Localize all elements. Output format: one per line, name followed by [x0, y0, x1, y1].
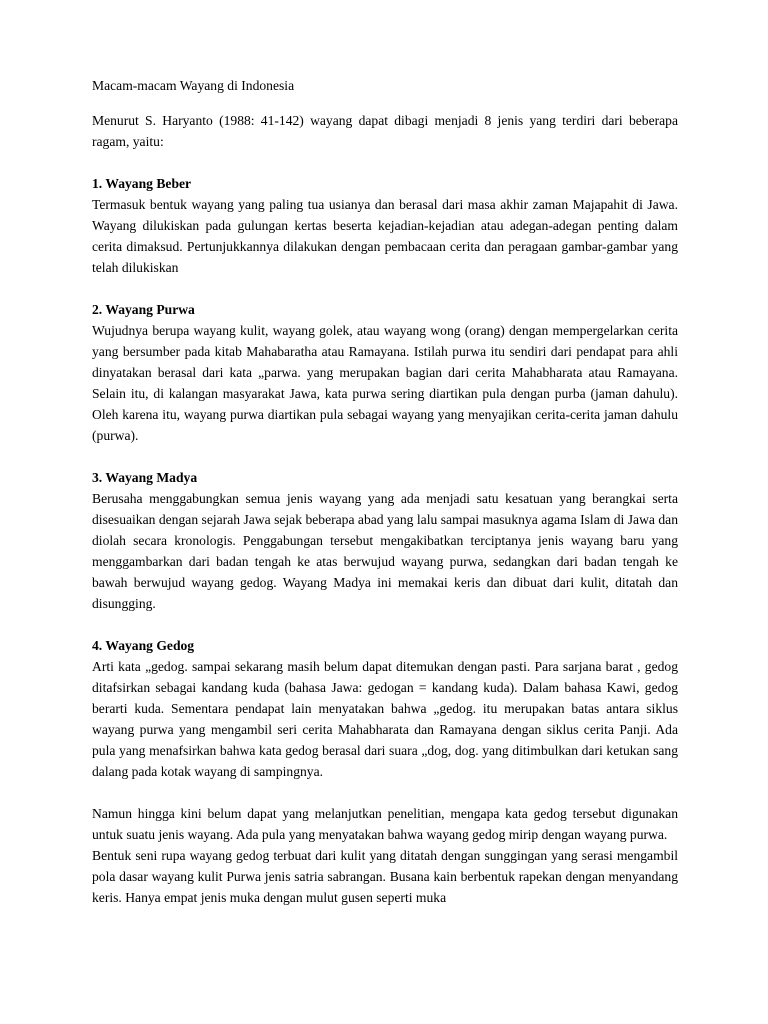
section-heading-wayang-purwa: 2. Wayang Purwa [92, 302, 195, 317]
paragraph-gap [92, 782, 678, 803]
document-title: Macam-macam Wayang di Indonesia [92, 78, 295, 93]
section-heading-wayang-beber: 1. Wayang Beber [92, 176, 192, 191]
closing-paragraph-2: Bentuk seni rupa wayang gedog terbuat dari kulit yang ditatah dengan sunggingan yang serasi mengambil pola dasar wayang kulit Purwa jenis satria sabrangan. Busana kain berbentuk rapekan dengan menyandang keris. Hanya empat jenis muka dengan mulut gusen seperti muka [92, 848, 678, 905]
paragraph-gap [92, 278, 678, 299]
section-body-wayang-beber: Termasuk bentuk wayang yang paling tua usianya dan berasal dari masa akhir zaman Majapahit di Jawa. Wayang dilukiskan pada gulungan kertas beserta kejadian-kejadian atau adegan-adegan penting dalam cerita dimaksud. Pertunjukkannya dilakukan dengan pembacaan cerita dan peragaan gambar-gambar yang telah dilukiskan [92, 197, 678, 275]
section-body-wayang-gedog: Arti kata „gedog. sampai sekarang masih belum dapat ditemukan dengan pasti. Para sarjana barat , gedog ditafsirkan sebagai kandang kuda (bahasa Jawa: gedogan = kandang kuda). Dalam bahasa Kawi, gedog berarti kuda. Sementara pendapat lain menyatakan bahwa „gedog. itu merupakan batas antara siklus wayang purwa yang mengambil seri cerita Mahabharata dan Ramayana dengan siklus cerita Panji. Ada pula yang menafsirkan bahwa kata gedog berasal dari suara „dog, dog. yang ditimbulkan dari ketukan sang dalang pada kotak wayang di sampingnya. [92, 659, 678, 779]
section-body-wayang-madya: Berusaha menggabungkan semua jenis wayang yang ada menjadi satu kesatuan yang berangkai serta disesuaikan dengan sejarah Jawa sejak beberapa abad yang lalu sampai masuknya agama Islam di Jawa dan diolah secara kronologis. Penggabungan tersebut mengakibatkan terciptanya jenis wayang baru yang menggambarkan dari badan tengah ke atas berwujud wayang purwa, sedangkan dari badan tengah ke bawah berwujud wayang gedog. Wayang Madya ini memakai keris dan dibuat dari kulit, ditatah dan disungging. [92, 491, 678, 611]
intro-paragraph: Menurut S. Haryanto (1988: 41-142) wayang dapat dibagi menjadi 8 jenis yang terdiri dari beberapa ragam, yaitu: [92, 113, 678, 149]
paragraph-gap [92, 446, 678, 467]
section-heading-wayang-gedog: 4. Wayang Gedog [92, 638, 195, 653]
section-heading-wayang-madya: 3. Wayang Madya [92, 470, 198, 485]
paragraph-gap [92, 614, 678, 635]
paragraph-gap [92, 152, 678, 173]
closing-paragraph-1: Namun hingga kini belum dapat yang melanjutkan penelitian, mengapa kata gedog tersebut digunakan untuk suatu jenis wayang. Ada pula yang menyatakan bahwa wayang gedog mirip dengan wayang purwa. [92, 806, 678, 842]
document-page [92, 75, 678, 908]
section-body-wayang-purwa: Wujudnya berupa wayang kulit, wayang golek, atau wayang wong (orang) dengan mempergelarkan cerita yang bersumber pada kitab Mahabaratha atau Ramayana. Istilah purwa itu sendiri dari pendapat para ahli dinyatakan berasal dari kata „parwa. yang merupakan bagian dari cerita Mahabharata atau Ramayana. Selain itu, di kalangan masyarakat Jawa, kata purwa sering diartikan pula dengan purba (jaman dahulu). Oleh karena itu, wayang purwa diartikan pula sebagai wayang yang menyajikan cerita-cerita jaman dahulu (purwa). [92, 323, 678, 443]
